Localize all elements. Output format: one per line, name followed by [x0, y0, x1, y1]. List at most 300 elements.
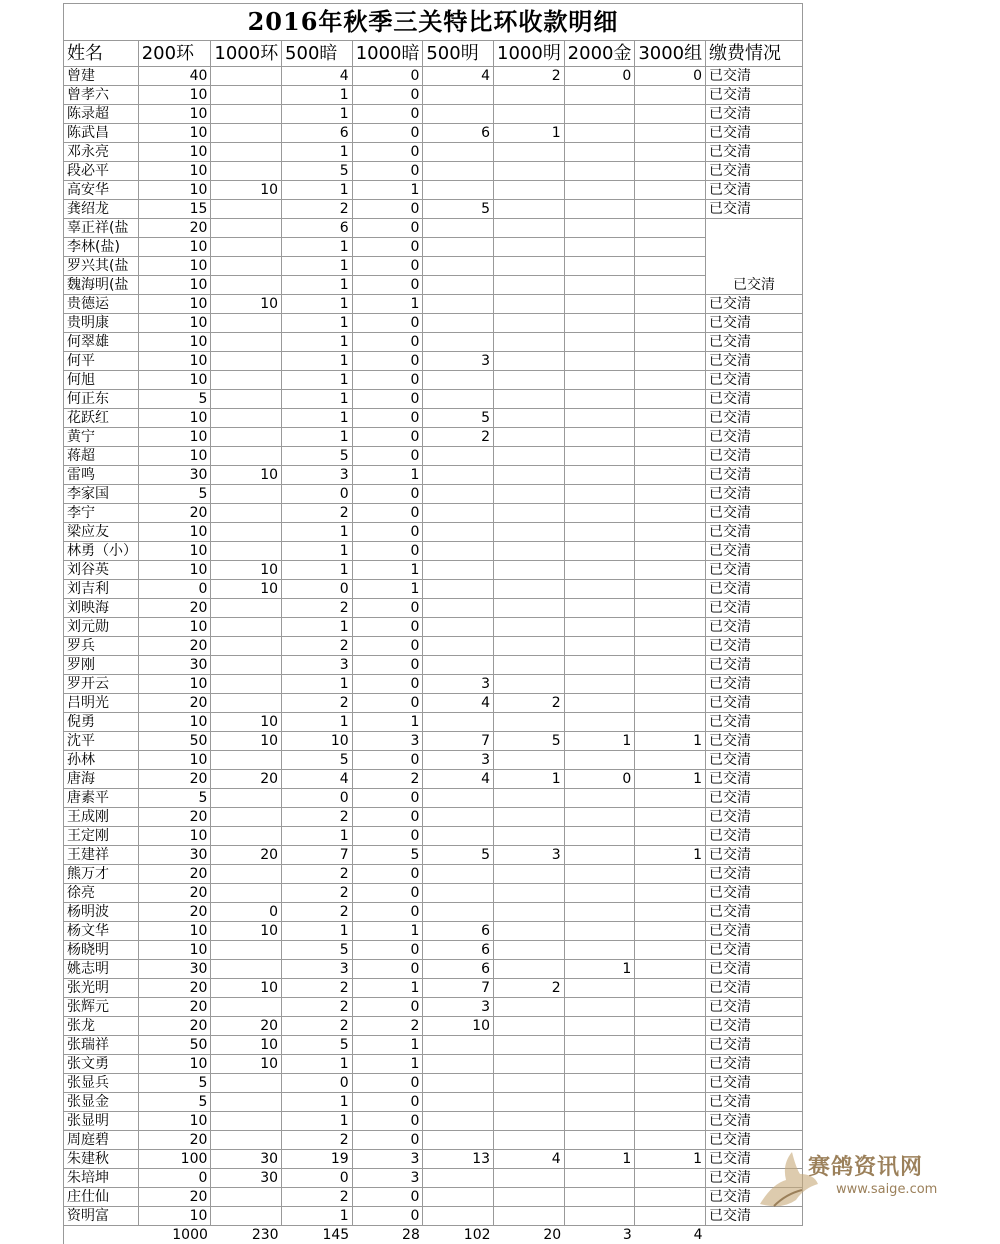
cell-value: 1: [352, 295, 423, 314]
cell-value: 1: [282, 1055, 353, 1074]
cell-value: [211, 352, 282, 371]
cell-value: [211, 523, 282, 542]
table-row: [64, 1074, 803, 1093]
cell-value: 0: [282, 1074, 353, 1093]
cell-value: [564, 447, 635, 466]
cell-value: 3: [282, 656, 353, 675]
cell-value: 1: [282, 428, 353, 447]
column-header: 2000金: [564, 41, 635, 67]
cell-value: 10: [138, 542, 211, 561]
cell-value: [211, 1093, 282, 1112]
cell-value: 3: [423, 352, 494, 371]
cell-status: 已交清: [705, 979, 802, 998]
cell-value: 1: [564, 732, 635, 751]
cell-name: 魏海明(盐: [64, 276, 139, 295]
cell-status: 已交清: [705, 1074, 802, 1093]
cell-status: 已交清: [705, 1207, 802, 1226]
cell-value: 0: [352, 694, 423, 713]
table-row: [64, 979, 803, 998]
cell-value: 10: [138, 713, 211, 732]
cell-value: 1: [282, 105, 353, 124]
cell-name: 雷鸣: [64, 466, 139, 485]
cell-value: 1: [282, 523, 353, 542]
cell-status: 已交清: [705, 941, 802, 960]
cell-value: [494, 105, 565, 124]
cell-value: [635, 105, 706, 124]
cell-value: [423, 257, 494, 276]
cell-name: 贵德运: [64, 295, 139, 314]
cell-value: [564, 637, 635, 656]
cell-status: 已交清: [705, 523, 802, 542]
cell-value: [635, 333, 706, 352]
cell-value: [494, 561, 565, 580]
cell-value: 0: [635, 67, 706, 86]
cell-status: 已交清: [705, 1169, 802, 1188]
cell-value: 10: [138, 143, 211, 162]
cell-value: [494, 542, 565, 561]
cell-value: [635, 1017, 706, 1036]
cell-value: 1: [282, 1093, 353, 1112]
cell-value: 0: [352, 998, 423, 1017]
cell-value: 10: [138, 371, 211, 390]
table-row: [64, 789, 803, 808]
cell-value: [211, 827, 282, 846]
cell-value: 1: [635, 770, 706, 789]
cell-value: 0: [282, 789, 353, 808]
cell-value: [635, 86, 706, 105]
cell-value: 5: [282, 941, 353, 960]
cell-value: 0: [352, 485, 423, 504]
cell-value: [635, 618, 706, 637]
cell-value: 1: [282, 922, 353, 941]
cell-value: [635, 599, 706, 618]
payment-table: [63, 40, 803, 1244]
table-row: [64, 960, 803, 979]
cell-value: 3: [282, 960, 353, 979]
cell-value: 4: [282, 67, 353, 86]
cell-status: 已交清: [705, 428, 802, 447]
cell-status: 已交清: [705, 295, 802, 314]
cell-value: [494, 1207, 565, 1226]
cell-value: 0: [352, 409, 423, 428]
cell-value: 20: [138, 219, 211, 238]
cell-status: 已交清: [705, 903, 802, 922]
cell-total: 4: [635, 1226, 706, 1244]
cell-value: 0: [564, 770, 635, 789]
cell-value: [494, 523, 565, 542]
cell-value: 20: [138, 694, 211, 713]
cell-value: [211, 1131, 282, 1150]
cell-value: [635, 789, 706, 808]
cell-value: 0: [564, 67, 635, 86]
cell-status: 已交清: [705, 770, 802, 789]
cell-value: 10: [138, 181, 211, 200]
cell-name: 刘映海: [64, 599, 139, 618]
cell-value: 0: [352, 827, 423, 846]
cell-value: [564, 827, 635, 846]
cell-value: [564, 1131, 635, 1150]
cell-value: 10: [138, 257, 211, 276]
cell-value: 0: [352, 637, 423, 656]
cell-value: 20: [138, 770, 211, 789]
cell-value: [423, 466, 494, 485]
cell-value: [564, 105, 635, 124]
cell-value: [423, 219, 494, 238]
table-row: [64, 618, 803, 637]
cell-value: 1: [352, 580, 423, 599]
cell-value: [211, 960, 282, 979]
cell-value: 30: [138, 846, 211, 865]
cell-value: 0: [352, 523, 423, 542]
cell-value: [211, 884, 282, 903]
cell-value: [423, 447, 494, 466]
cell-value: 10: [138, 105, 211, 124]
cell-status: 已交清: [705, 371, 802, 390]
cell-value: [494, 1036, 565, 1055]
cell-value: [564, 143, 635, 162]
cell-value: [423, 1055, 494, 1074]
cell-value: [635, 580, 706, 599]
cell-value: [423, 314, 494, 333]
header-row: [64, 41, 803, 67]
cell-value: 0: [352, 789, 423, 808]
table-row: [64, 884, 803, 903]
cell-value: [564, 599, 635, 618]
cell-value: [564, 86, 635, 105]
cell-value: 7: [423, 979, 494, 998]
cell-value: [564, 257, 635, 276]
table-row: [64, 143, 803, 162]
cell-value: [423, 238, 494, 257]
cell-value: [494, 162, 565, 181]
cell-value: [211, 542, 282, 561]
cell-value: [494, 941, 565, 960]
cell-value: [211, 276, 282, 295]
cell-value: [211, 865, 282, 884]
cell-value: [564, 922, 635, 941]
cell-status: 已交清: [705, 485, 802, 504]
cell-name: 罗兵: [64, 637, 139, 656]
cell-name: 何正东: [64, 390, 139, 409]
cell-value: 0: [352, 1131, 423, 1150]
cell-value: [635, 960, 706, 979]
cell-value: 10: [138, 1112, 211, 1131]
cell-value: 10: [138, 827, 211, 846]
cell-value: [494, 865, 565, 884]
table-row: [64, 846, 803, 865]
cell-status: 已交清: [705, 1112, 802, 1131]
cell-value: [635, 466, 706, 485]
cell-value: 0: [352, 86, 423, 105]
cell-value: [494, 314, 565, 333]
table-row: [64, 1131, 803, 1150]
cell-value: 10: [211, 561, 282, 580]
cell-value: 0: [352, 314, 423, 333]
cell-value: [564, 523, 635, 542]
cell-value: 20: [211, 846, 282, 865]
cell-value: [564, 1074, 635, 1093]
cell-value: [494, 960, 565, 979]
cell-value: [564, 941, 635, 960]
cell-value: [635, 922, 706, 941]
cell-value: 5: [282, 751, 353, 770]
cell-name: 罗开云: [64, 675, 139, 694]
cell-value: 50: [138, 732, 211, 751]
cell-value: [564, 656, 635, 675]
cell-value: [564, 998, 635, 1017]
cell-value: 1: [282, 86, 353, 105]
cell-value: 10: [211, 732, 282, 751]
table-row: [64, 238, 803, 257]
sheet-title: 2016年秋季三关特比环收款明细: [63, 3, 803, 40]
table-row: [64, 124, 803, 143]
cell-value: 0: [352, 200, 423, 219]
cell-value: [564, 903, 635, 922]
cell-value: [494, 295, 565, 314]
cell-value: [635, 219, 706, 238]
cell-name: 蒋超: [64, 447, 139, 466]
cell-status: 已交清: [705, 846, 802, 865]
cell-value: [564, 694, 635, 713]
cell-value: [564, 181, 635, 200]
cell-value: [423, 143, 494, 162]
cell-value: [211, 86, 282, 105]
cell-value: 0: [352, 162, 423, 181]
cell-value: 0: [352, 618, 423, 637]
cell-value: [423, 1036, 494, 1055]
cell-value: [494, 1131, 565, 1150]
cell-value: 10: [211, 1036, 282, 1055]
cell-value: 10: [138, 276, 211, 295]
cell-value: [564, 884, 635, 903]
cell-value: 10: [138, 1055, 211, 1074]
cell-value: 0: [352, 105, 423, 124]
table-row: [64, 295, 803, 314]
cell-value: 1: [282, 390, 353, 409]
cell-value: 0: [352, 504, 423, 523]
watermark: [752, 1144, 962, 1220]
cell-value: 19: [282, 1150, 353, 1169]
cell-value: [494, 1017, 565, 1036]
cell-value: [635, 504, 706, 523]
cell-value: [635, 1055, 706, 1074]
cell-value: [494, 1169, 565, 1188]
cell-value: 2: [282, 694, 353, 713]
cell-value: [423, 390, 494, 409]
cell-value: [211, 1207, 282, 1226]
cell-name: 曾孝六: [64, 86, 139, 105]
cell-value: [494, 1188, 565, 1207]
cell-value: 0: [352, 903, 423, 922]
cell-value: [211, 1112, 282, 1131]
cell-value: [635, 637, 706, 656]
cell-value: 6: [282, 219, 353, 238]
cell-value: 30: [211, 1169, 282, 1188]
cell-value: [635, 979, 706, 998]
cell-name: 贵明康: [64, 314, 139, 333]
cell-value: [564, 865, 635, 884]
cell-value: 5: [423, 846, 494, 865]
cell-value: 4: [423, 67, 494, 86]
cell-value: [564, 428, 635, 447]
cell-value: [564, 1036, 635, 1055]
cell-value: [494, 257, 565, 276]
cell-value: [423, 903, 494, 922]
cell-value: 3: [423, 998, 494, 1017]
cell-value: 3: [423, 675, 494, 694]
cell-value: 6: [423, 922, 494, 941]
cell-value: 3: [494, 846, 565, 865]
cell-value: [564, 789, 635, 808]
table-row: [64, 162, 803, 181]
cell-value: [635, 143, 706, 162]
cell-value: [211, 333, 282, 352]
table-row: [64, 1207, 803, 1226]
cell-name: 王成刚: [64, 808, 139, 827]
cell-value: 30: [138, 960, 211, 979]
cell-name: 杨明波: [64, 903, 139, 922]
watermark-text: 赛鸽资讯网: [808, 1150, 923, 1181]
column-header: 姓名: [64, 41, 139, 67]
cell-total: 1000: [138, 1226, 211, 1244]
cell-value: 1: [282, 542, 353, 561]
cell-value: [211, 675, 282, 694]
cell-value: [423, 865, 494, 884]
cell-status: 已交清: [705, 808, 802, 827]
cell-value: 10: [423, 1017, 494, 1036]
cell-status: 已交清: [705, 1188, 802, 1207]
cell-value: 7: [282, 846, 353, 865]
cell-value: [494, 903, 565, 922]
cell-value: [211, 105, 282, 124]
spreadsheet: [63, 3, 803, 1244]
cell-total: 230: [211, 1226, 282, 1244]
cell-value: 2: [494, 694, 565, 713]
cell-value: [423, 523, 494, 542]
cell-name: 何翠雄: [64, 333, 139, 352]
cell-total: 20: [494, 1226, 565, 1244]
cell-value: [635, 447, 706, 466]
cell-value: [564, 542, 635, 561]
cell-value: [494, 827, 565, 846]
table-row: [64, 200, 803, 219]
column-header: 200环: [138, 41, 211, 67]
cell-value: [423, 181, 494, 200]
watermark-url: www.saige.com: [836, 1182, 937, 1197]
cell-status: 已交清: [705, 732, 802, 751]
table-row: [64, 1112, 803, 1131]
cell-value: [494, 751, 565, 770]
cell-value: [211, 808, 282, 827]
cell-status: 已交清: [705, 162, 802, 181]
cell-value: [564, 713, 635, 732]
cell-value: [423, 1074, 494, 1093]
cell-value: [564, 618, 635, 637]
cell-value: [635, 903, 706, 922]
cell-value: 3: [352, 1169, 423, 1188]
cell-value: [494, 371, 565, 390]
cell-value: 0: [352, 352, 423, 371]
table-row: [64, 67, 803, 86]
cell-total: 145: [282, 1226, 353, 1244]
cell-value: [564, 276, 635, 295]
cell-value: [423, 162, 494, 181]
cell-value: [494, 333, 565, 352]
cell-value: [211, 257, 282, 276]
cell-value: 0: [138, 580, 211, 599]
cell-status: 已交清: [705, 181, 802, 200]
cell-value: [423, 1093, 494, 1112]
cell-status: 已交清: [705, 865, 802, 884]
cell-value: [635, 808, 706, 827]
cell-status: 已交清: [705, 409, 802, 428]
cell-value: 1: [282, 333, 353, 352]
table-row: [64, 352, 803, 371]
cell-value: [423, 580, 494, 599]
cell-value: 0: [352, 67, 423, 86]
table-row: [64, 770, 803, 789]
cell-value: [494, 637, 565, 656]
cell-value: [494, 1112, 565, 1131]
cell-value: 0: [352, 124, 423, 143]
cell-name: 杨文华: [64, 922, 139, 941]
cell-status: 已交清: [705, 86, 802, 105]
cell-value: 1: [282, 675, 353, 694]
cell-value: 0: [352, 371, 423, 390]
cell-name: 庄仕仙: [64, 1188, 139, 1207]
cell-value: 20: [138, 998, 211, 1017]
table-row: [64, 732, 803, 751]
cell-value: 2: [352, 1017, 423, 1036]
cell-value: 10: [138, 86, 211, 105]
cell-value: 0: [352, 447, 423, 466]
cell-value: 0: [352, 751, 423, 770]
cell-value: [494, 675, 565, 694]
cell-value: [211, 409, 282, 428]
cell-value: [635, 1131, 706, 1150]
cell-value: [635, 865, 706, 884]
cell-value: 10: [138, 124, 211, 143]
cell-value: [635, 409, 706, 428]
cell-name: 刘吉利: [64, 580, 139, 599]
cell-value: [423, 371, 494, 390]
cell-name: 龚绍龙: [64, 200, 139, 219]
cell-status: 已交清: [705, 447, 802, 466]
table-row: [64, 1017, 803, 1036]
cell-value: [211, 789, 282, 808]
cell-value: [564, 846, 635, 865]
cell-status: 已交清: [705, 67, 802, 86]
cell-value: 0: [352, 941, 423, 960]
cell-value: [494, 504, 565, 523]
cell-value: 0: [352, 542, 423, 561]
cell-value: [635, 542, 706, 561]
cell-value: [423, 333, 494, 352]
cell-value: [211, 124, 282, 143]
cell-name: 陈武昌: [64, 124, 139, 143]
cell-value: 2: [494, 67, 565, 86]
cell-value: [423, 1169, 494, 1188]
cell-value: 10: [138, 162, 211, 181]
cell-value: 2: [282, 903, 353, 922]
cell-value: [423, 295, 494, 314]
cell-value: [494, 219, 565, 238]
cell-value: [635, 371, 706, 390]
cell-value: 0: [352, 333, 423, 352]
cell-value: [564, 1188, 635, 1207]
cell-value: 2: [282, 200, 353, 219]
cell-value: 5: [282, 447, 353, 466]
